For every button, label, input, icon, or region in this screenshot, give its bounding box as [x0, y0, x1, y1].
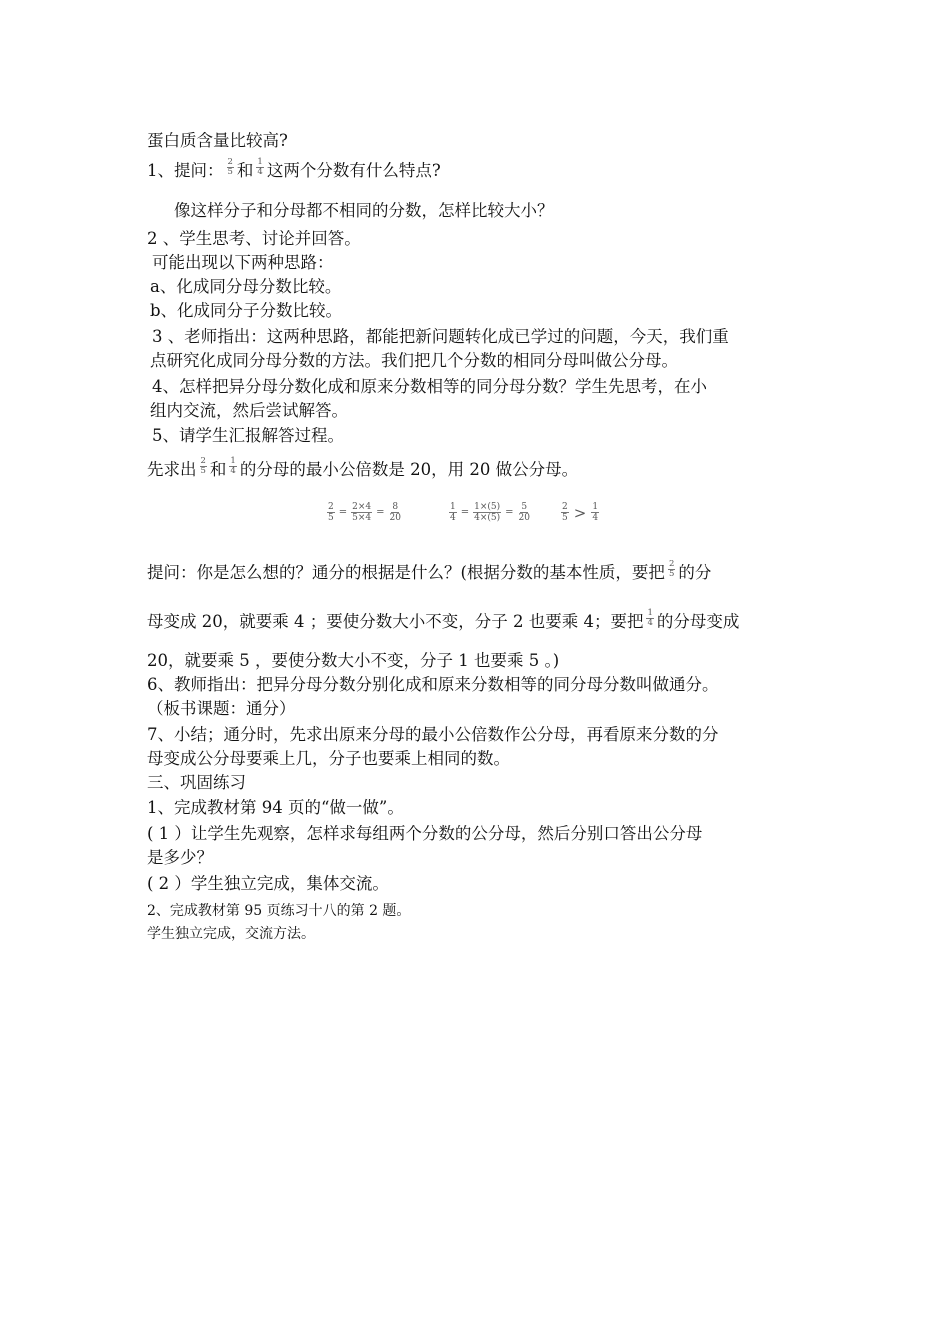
text-line: 7、小结；通分时，先求出原来分母的最小公倍数作公分母，再看原来分数的分 [147, 725, 719, 744]
text-line: 4、怎样把异分母分数化成和原来分数相等的同分母分数？学生先思考，在小 [152, 377, 707, 396]
text-line: 蛋白质含量比较高? [147, 131, 288, 150]
fraction-two-fifths: $\frac{2}{5}$ [668, 559, 675, 579]
fraction-two-fifths: $\frac{2}{5}$ [227, 157, 233, 177]
text-line: （板书课题：通分） [147, 699, 296, 718]
text-line: 像这样分子和分母都不相同的分数，怎样比较大小？ [174, 201, 554, 220]
section-heading: 三、巩固练习 [147, 773, 246, 792]
text-line: 可能出现以下两种思路： [152, 253, 334, 272]
fraction-one-fourth: $\frac{1}{4}$ [257, 157, 263, 177]
question-line-2: 提问：你是怎么想的？通分的根据是什么？(根据分数的基本性质，要把 $\frac{2}{5}$ 的分 [147, 559, 712, 582]
text-line: 学生独立完成，交流方法。 [147, 926, 315, 942]
text-line: 2 、学生思考、讨论并回答。 [147, 229, 361, 248]
text-line: 2、完成教材第 95 页练习十八的第 2 题。 [147, 903, 411, 919]
fraction-one-fourth: $\frac{1}{4}$ [230, 456, 236, 476]
text-line: 5、请学生汇报解答过程。 [152, 426, 344, 445]
fraction-two-fifths: $\frac{2}{5}$ [200, 456, 206, 476]
text-line: 是多少？ [147, 848, 213, 867]
explanation-line: 母变成 20，就要乘 4 ；要使分数大小不变，分子 2 也要乘 4；要把 $\frac{1}{4}$ 的分母变成 [147, 608, 740, 631]
question-line-1: 1、提问： $\frac{2}{5}$ 和 $\frac{1}{4}$ 这两个分数有什么特点? [147, 157, 441, 180]
text-line: 6、教师指出：把异分母分数分别化成和原来分数相等的同分母分数叫做通分。 [147, 675, 719, 694]
text-line: 点研究化成同分母分数的方法。我们把几个分数的相同分母叫做公分母。 [150, 351, 678, 370]
lcm-line: 先求出 $\frac{2}{5}$ 和 $\frac{1}{4}$ 的分母的最小公倍数是 20，用 20 做公分母。 [147, 456, 579, 479]
text-line: ( 2 ）学生独立完成，集体交流。 [147, 874, 389, 893]
text-line: 母变成公分母要乘上几，分子也要乘上相同的数。 [147, 749, 510, 768]
fraction-one-fourth: $\frac{1}{4}$ [647, 608, 653, 628]
text-line: 20，就要乘 5 ，要使分数大小不变，分子 1 也要乘 5 。) [147, 651, 560, 670]
equation-two-fifths: $\frac{2}{5}$ = $\frac{2\times 4}{5\times 4}$ = $\frac{8}{20}$ [328, 502, 401, 523]
text-line: 3 、老师指出：这两种思路，都能把新问题转化成已学过的问题，今天，我们重 [152, 327, 729, 346]
equation-one-fourth: $\frac{1}{4}$ = $\frac{1\times(5)}{4\times(5)}$ = $\frac{5}{20}$ [450, 502, 530, 523]
text-line: 组内交流，然后尝试解答。 [150, 401, 348, 420]
text-line: b、化成同分子分数比较。 [150, 301, 343, 320]
text-line: 1、完成教材第 94 页的“做一做”。 [147, 798, 404, 817]
comparison: $\frac{2}{5}$ > $\frac{1}{4}$ [562, 502, 599, 523]
text-line: a、化成同分母分数比较。 [150, 277, 342, 296]
text-line: ( 1 ）让学生先观察，怎样求每组两个分数的公分母，然后分别口答出公分母 [147, 824, 703, 843]
